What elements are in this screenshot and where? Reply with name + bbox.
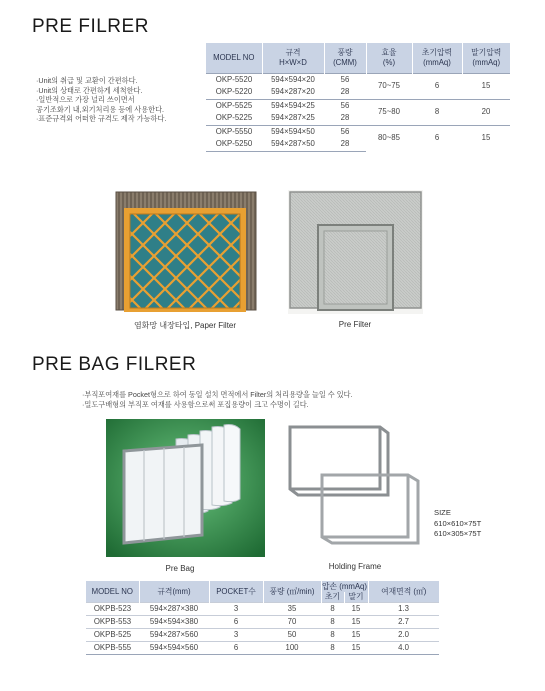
col-flow: 풍량 (CMM): [324, 43, 366, 73]
pre-bag-filter-title: PRE BAG FILRER: [32, 354, 197, 375]
paper-filter-image: [110, 190, 260, 314]
cell-model: OKP-5250: [206, 138, 262, 151]
cell-flow: 100: [263, 642, 321, 655]
note-line: ·표준규격외 어떠한 규격도 제작 가능하다.: [36, 114, 167, 124]
col-model: MODEL NO: [86, 581, 139, 603]
cell-size: 594×594×50: [262, 125, 324, 138]
col-pressure-initial: 초기: [321, 592, 344, 603]
col-final-pressure: 말기압력 (mmAq): [462, 43, 510, 73]
size-value: 610×305×75T: [434, 529, 482, 538]
note-line: ·밀도구배형의 부직포 여재를 사용함으로써 포집용량이 크고 수명이 길다.: [82, 399, 309, 409]
cell-size: 594×287×20: [271, 87, 315, 97]
cell-efficiency: 75~80: [366, 99, 412, 125]
col-pressure: 압손 (mmAq): [322, 581, 367, 591]
cell-pressure-final: 15: [344, 642, 368, 655]
cell-flow: 56: [324, 125, 366, 138]
cell-size: 594×287×25: [271, 113, 315, 123]
table-row: [206, 99, 510, 112]
pre-bag-spec-table: [86, 581, 439, 655]
cell-size: 594×287×560: [139, 629, 209, 642]
col-model: MODEL NO: [206, 43, 262, 73]
size-block: [434, 508, 481, 540]
size-label: SIZE: [434, 508, 451, 517]
note-line: ·일반적으로 가장 널리 쓰이면서: [36, 95, 135, 105]
cell-model: OKP-5525: [206, 99, 262, 112]
cell-pressure-final: 15: [344, 616, 368, 629]
cell-size: 594×287×380: [139, 603, 209, 616]
cell-flow: 35: [263, 603, 321, 616]
cell-area: 1.3: [368, 603, 439, 616]
pre-bag-notes: [82, 390, 353, 409]
cell-area: 2.7: [368, 616, 439, 629]
cell-pressure-initial: 8: [321, 603, 344, 616]
cell-pocket: 6: [209, 642, 263, 655]
cell-pressure-initial: 8: [321, 629, 344, 642]
cell-efficiency: 70~75: [366, 73, 412, 99]
table-row: [86, 642, 439, 655]
note-line: 공기조화기 내,외기처리용 등에 사용한다.: [36, 104, 165, 114]
cell-final-pressure: 15: [462, 125, 510, 151]
cell-pocket: 3: [209, 629, 263, 642]
pre-filter-title: PRE FILRER: [32, 16, 149, 37]
pre-bag-caption: Pre Bag: [165, 564, 195, 573]
note-line: ·부직포여재를 Pocket형으로 하여 동일 설치 면적에서 Filter의 처리용량을 늘일 수 있다.: [82, 390, 353, 399]
size-value: 610×610×75T: [434, 518, 482, 528]
col-pocket: POCKET수: [209, 581, 263, 603]
cell-flow: 56: [324, 99, 366, 112]
cell-flow: 56: [324, 73, 366, 86]
cell-size: 594×594×20: [262, 73, 324, 86]
col-efficiency: 효율 (%): [366, 43, 412, 73]
table-row: [206, 125, 510, 138]
cell-model: OKP-5225: [215, 113, 253, 123]
cell-pocket: 6: [209, 616, 263, 629]
cell-pressure-initial: 8: [321, 616, 344, 629]
table-row: [86, 603, 439, 616]
cell-pressure-final: 15: [344, 629, 368, 642]
cell-initial-pressure: 8: [412, 99, 462, 125]
cell-area: 4.0: [368, 642, 439, 655]
cell-pressure-final: 15: [344, 603, 368, 616]
cell-final-pressure: 15: [462, 73, 510, 99]
cell-size: 594×594×25: [262, 99, 324, 112]
col-area: 여재면적 (㎡): [368, 581, 439, 603]
table-row: [86, 629, 439, 642]
cell-initial-pressure: 6: [412, 73, 462, 99]
cell-model: OKP-5520: [206, 73, 262, 86]
pre-filter-image: [288, 190, 423, 314]
pre-bag-image: [106, 419, 265, 557]
cell-model: OKP-5220: [215, 87, 253, 97]
note-line: ·Unit의 상태로 간편하게 세척한다.: [36, 85, 143, 95]
col-size: 규격(mm): [139, 581, 209, 603]
table-row: [86, 616, 439, 629]
cell-model: OKPB-523: [86, 603, 139, 616]
cell-pressure-initial: 8: [321, 642, 344, 655]
pre-filter-spec-table: [206, 43, 510, 152]
cell-pocket: 3: [209, 603, 263, 616]
cell-model: OKPB-553: [86, 616, 139, 629]
paper-filter-caption: 염화망 내장타입, Paper Filter: [133, 321, 237, 330]
holding-frame-image: [276, 419, 428, 551]
cell-initial-pressure: 6: [412, 125, 462, 151]
cell-flow: 50: [263, 629, 321, 642]
table-row: [206, 73, 510, 86]
holding-frame-caption: Holding Frame: [328, 562, 382, 571]
cell-area: 2.0: [368, 629, 439, 642]
cell-efficiency: 80~85: [366, 125, 412, 151]
cell-flow: 70: [263, 616, 321, 629]
pre-filter-caption: Pre Filter: [338, 320, 372, 329]
cell-final-pressure: 20: [462, 99, 510, 125]
col-size: 규격 H×W×D: [262, 43, 324, 73]
cell-flow: 28: [324, 138, 366, 151]
cell-flow: 28: [340, 87, 350, 97]
cell-model: OKPB-525: [86, 629, 139, 642]
cell-model: OKPB-555: [86, 642, 139, 655]
cell-model: OKP-5550: [206, 125, 262, 138]
col-pressure-final: 말기: [344, 592, 368, 603]
cell-size: 594×594×380: [139, 616, 209, 629]
pre-filter-notes: [36, 76, 166, 124]
cell-size: 594×287×50: [262, 138, 324, 151]
col-flow: 풍량 (㎥/min): [263, 581, 321, 603]
note-line: ·Unit의 취급 및 교환이 간편하다.: [36, 76, 138, 85]
col-initial-pressure: 초기압력 (mmAq): [412, 43, 462, 73]
cell-flow: 28: [340, 113, 350, 123]
cell-size: 594×594×560: [139, 642, 209, 655]
